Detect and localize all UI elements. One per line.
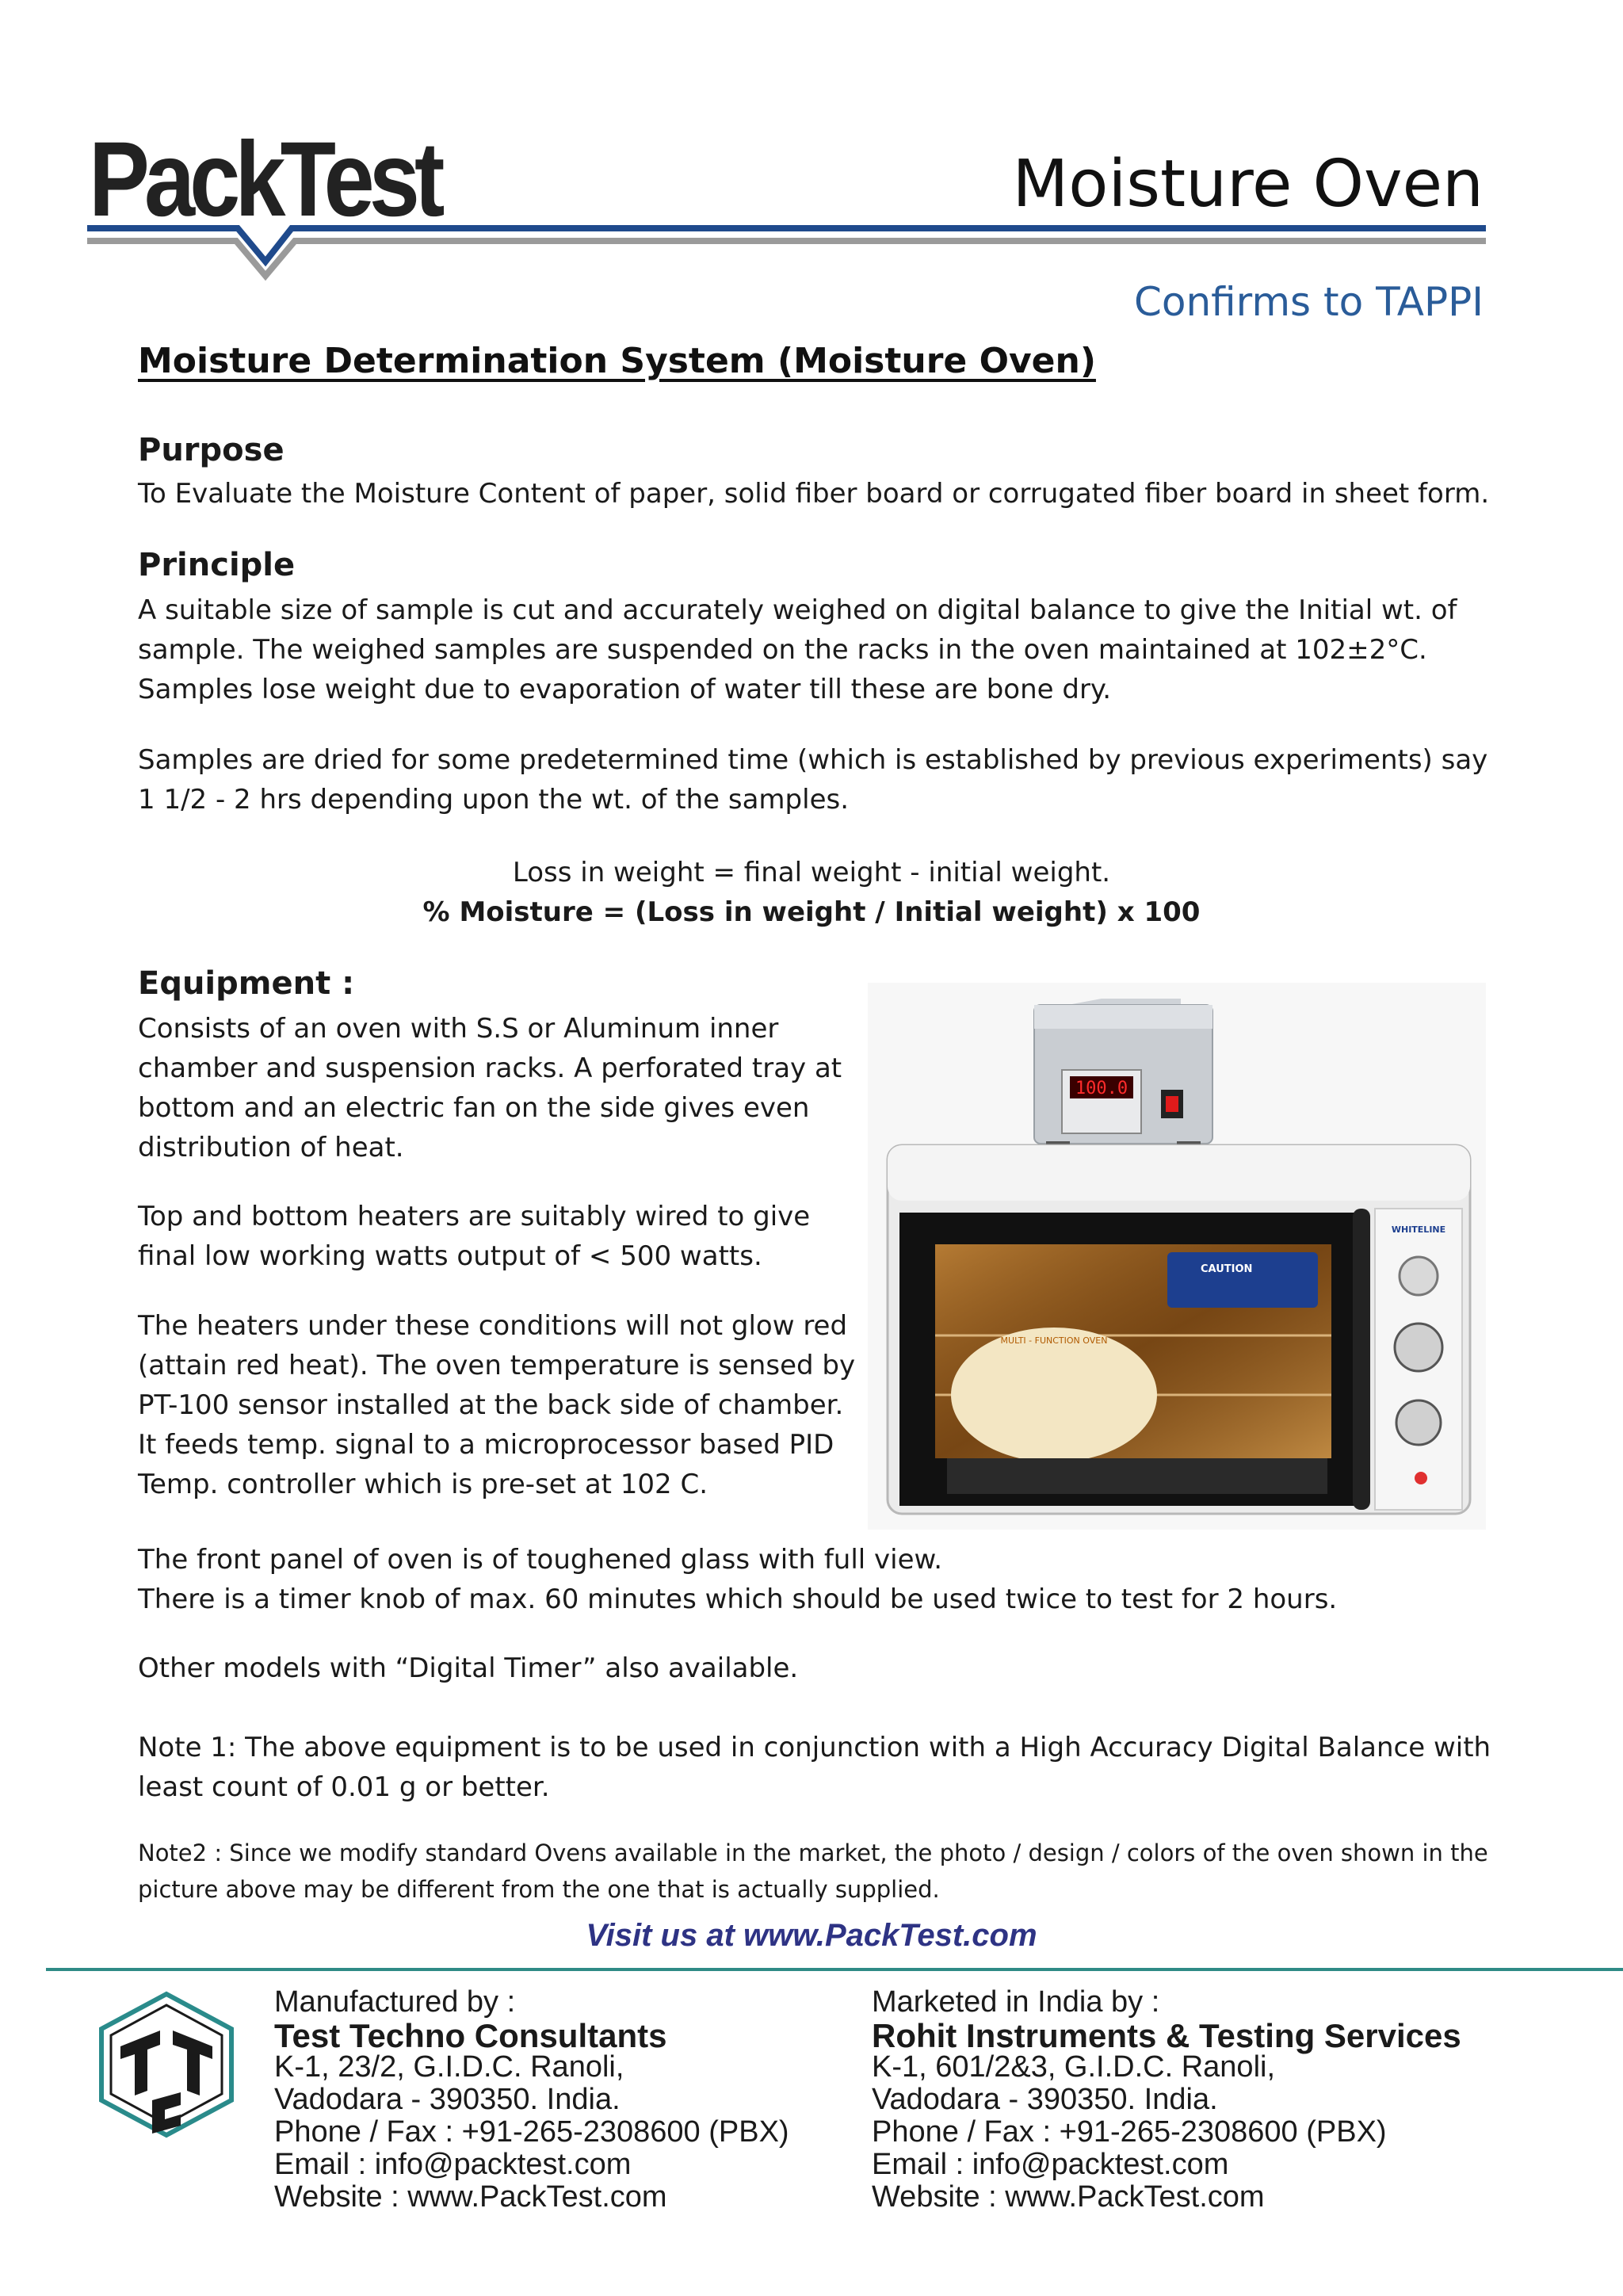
purpose-text: To Evaluate the Moisture Content of paper, solid fiber board or corrugated fiber board in sheet form. [138, 478, 1490, 510]
standard-subtitle: Confirms to TAPPI [1133, 279, 1484, 325]
front-panel-text [138, 1540, 1501, 1619]
door-label: MULTI - FUNCTION OVEN [1000, 1335, 1108, 1346]
manufacturer-email[interactable]: Email : info@packtest.com [274, 2148, 632, 2181]
front-panel-line-1: The front panel of oven is of toughened glass with full view. [138, 1544, 943, 1576]
moisture-formula: % Moisture = (Loss in weight / Initial weight) x 100 [422, 896, 1201, 928]
equipment-text-2: Top and bottom heaters are suitably wired to give final low working watts output of < 500 watts. [138, 1201, 811, 1272]
marketer-phone: Phone / Fax : +91-265-2308600 (PBX) [872, 2115, 1387, 2149]
principle-drying-text: Samples are dried for some predetermined time (which is established by previous experiments) say 1 1/2 - 2 hrs depending upon the wt. of the samples. [138, 744, 1488, 816]
principle-heading: Principle [138, 547, 296, 583]
equipment-text-3: The heaters under these conditions will not glow red (attain red heat). The oven temperature is sensed by PT-100 sensor installed at the back side of chamber. It feeds temp. signal to a microprocessor based PID Temp. controller which is pre-set at 102 C. [138, 1310, 856, 1500]
logo-wordmark: PackTest [89, 120, 440, 239]
manufacturer-address-1: K-1, 23/2, G.I.D.C. Ranoli, [274, 2050, 624, 2084]
page-title: Moisture Oven [1012, 147, 1484, 222]
marketer-name: Rohit Instruments & Testing Services [872, 2017, 1461, 2054]
manufacturer-phone: Phone / Fax : +91-265-2308600 (PBX) [274, 2115, 789, 2149]
marketer-block [872, 1986, 1461, 2214]
principle-text: A suitable size of sample is cut and accurately weighed on digital balance to give the Initial wt. of sample. The weighed samples are suspended on the racks in the oven maintained at 102±2°C. Samples lose weight due to evaporation of water till these are bone dry. [138, 594, 1457, 705]
note-1: Note 1: The above equipment is to be used in conjunction with a High Accuracy Digital Balance with least count of 0.01 g or better. [138, 1732, 1491, 1803]
marketer-address-2: Vadodara - 390350. India. [872, 2083, 1218, 2116]
marketer-label: Marketed in India by : [872, 1985, 1160, 2019]
manufacturer-address-2: Vadodara - 390350. India. [274, 2083, 621, 2116]
ttc-logo [95, 1989, 238, 2140]
caution-label: CAUTION [1201, 1263, 1253, 1275]
other-models-text: Other models with “Digital Timer” also available. [138, 1652, 799, 1684]
controller-display: 100.0 [1075, 1079, 1128, 1098]
manufacturer-label: Manufactured by : [274, 1985, 516, 2019]
equipment-text-1: Consists of an oven with S.S or Aluminum inner chamber and suspension racks. A perforated tray at bottom and an electric fan on the side gives even distribution of heat. [138, 1013, 842, 1163]
oven-brand: WHITELINE [1391, 1224, 1446, 1235]
equipment-heading: Equipment : [138, 965, 355, 1002]
temperature-controller [1034, 999, 1212, 1149]
front-panel-line-2: There is a timer knob of max. 60 minutes which should be used twice to test for 2 hours. [138, 1584, 1338, 1615]
main-heading: Moisture Determination System (Moisture Oven) [138, 341, 1096, 381]
moisture-oven-photo [868, 983, 1486, 1530]
manufacturer-block [274, 1986, 789, 2214]
marketer-email[interactable]: Email : info@packtest.com [872, 2148, 1229, 2181]
purpose-heading: Purpose [138, 432, 285, 468]
visit-website-link[interactable]: Visit us at www.PackTest.com [586, 1918, 1037, 1953]
manufacturer-website[interactable]: Website : www.PackTest.com [274, 2180, 667, 2214]
marketer-address-1: K-1, 601/2&3, G.I.D.C. Ranoli, [872, 2050, 1276, 2084]
footer-divider [46, 1968, 1623, 1971]
note-2: Note2 : Since we modify standard Ovens available in the market, the photo / design / colors of the oven shown in the picture above may be different from the one that is actually supplied. [138, 1839, 1488, 1903]
loss-formula: Loss in weight = final weight - initial weight. [512, 857, 1111, 888]
manufacturer-name: Test Techno Consultants [274, 2017, 667, 2054]
marketer-website[interactable]: Website : www.PackTest.com [872, 2180, 1265, 2214]
oven-body [888, 1145, 1470, 1514]
